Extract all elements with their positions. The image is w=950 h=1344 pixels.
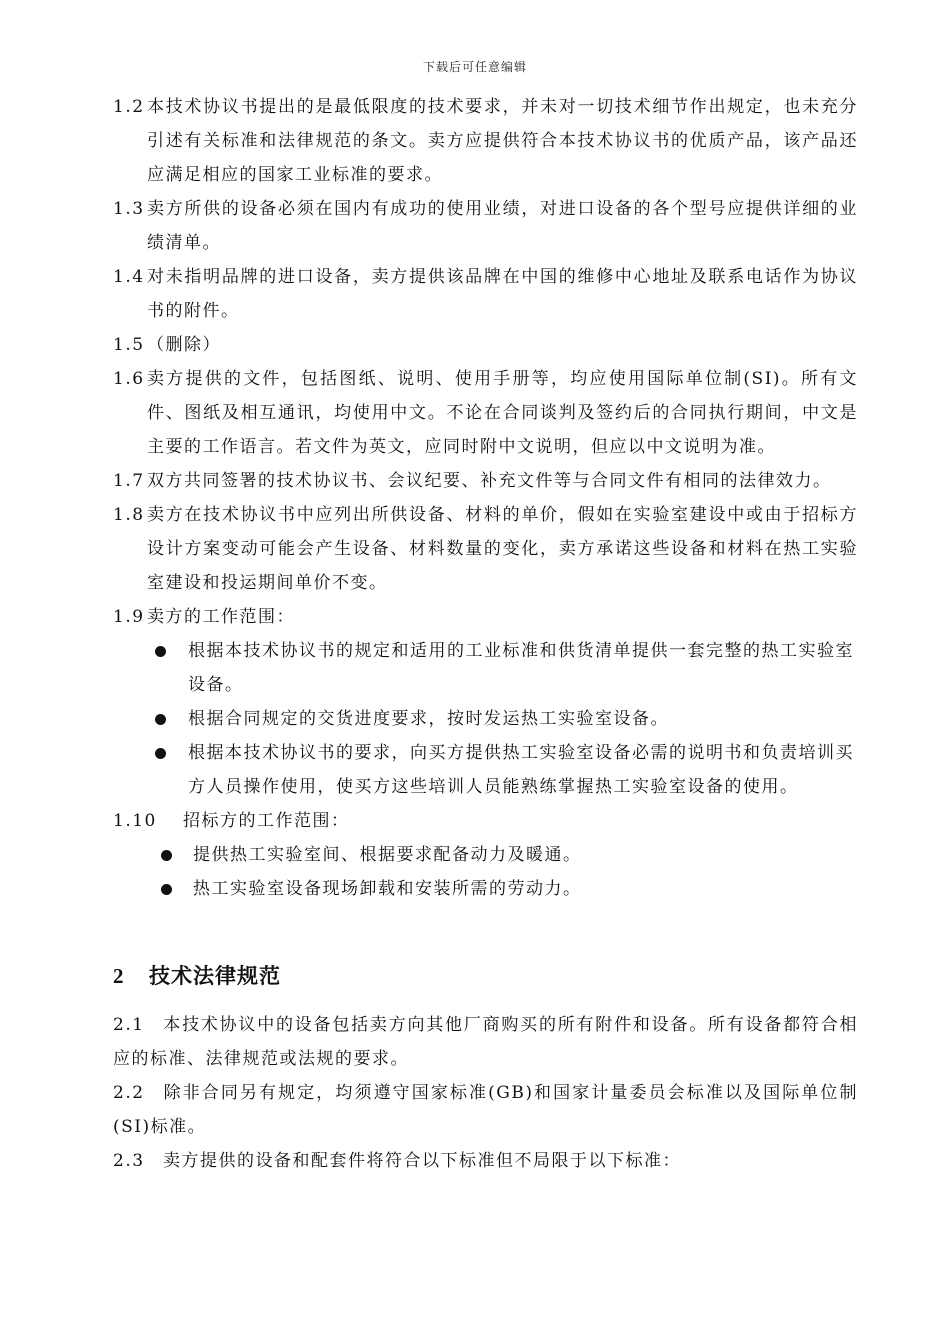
clause-number: 1.5 [113,335,145,355]
clause-text: （删除） [147,335,221,355]
clause-number: 1.9 [113,607,145,627]
clause-number: 2.1 [113,1015,145,1035]
clause-text: 卖方所供的设备必须在国内有成功的使用业绩，对进口设备的各个型号应提供详细的业绩清单。 [147,199,858,253]
clause-1-5 [113,328,858,362]
clause-text: 除非合同另有规定，均须遵守国家标准(GB)和国家计量委员会标准以及国际单位制(SI)标准。 [113,1083,858,1137]
clause-text: 对未指明品牌的进口设备，卖方提供该品牌在中国的维修中心地址及联系电话作为协议书的附件。 [147,267,858,321]
bullet-icon [155,748,166,759]
clause-number: 1.6 [113,369,145,389]
clause-1-9 [113,600,858,634]
section-title-text: 技术法律规范 [149,964,281,988]
list-item-text: 根据本技术协议书的要求，向买方提供热工实验室设备必需的说明书和负责培训买方人员操作使用，使买方这些培训人员能熟练掌握热工实验室设备的使用。 [188,743,854,797]
list-item-text: 根据合同规定的交货进度要求，按时发运热工实验室设备。 [188,709,669,729]
clause-number: 1.8 [113,505,145,525]
clause-1-4 [113,260,858,328]
list-item [113,838,858,872]
clause-1-8 [113,498,858,600]
clause-1-2 [113,90,858,192]
section-number: 2 [113,964,125,988]
clause-1-10 [113,804,858,838]
bullet-icon [161,884,172,895]
clause-text: 卖方的工作范围： [147,607,295,627]
tenderer-scope-list [113,838,858,906]
clause-number: 1.3 [113,199,145,219]
list-item [113,702,858,736]
clause-2-1 [113,1008,858,1076]
clause-2-3 [113,1144,858,1178]
page-header: 下载后可任意编辑 [422,60,527,74]
clause-text: 卖方在技术协议书中应列出所供设备、材料的单价，假如在实验室建设中或由于招标方设计方案变动可能会产生设备、材料数量的变化，卖方承诺这些设备和材料在热工实验室建设和投运期间单价不变。 [147,505,858,593]
bullet-icon [161,850,172,861]
clause-text: 本技术协议中的设备包括卖方向其他厂商购买的所有附件和设备。所有设备都符合相应的标准、法律规范或法规的要求。 [113,1015,858,1069]
list-item [113,736,858,804]
bullet-icon [155,714,166,725]
list-item-text: 热工实验室设备现场卸载和安装所需的劳动力。 [193,879,582,899]
clause-number: 1.7 [113,471,145,491]
clause-text: 本技术协议书提出的是最低限度的技术要求，并未对一切技术细节作出规定，也未充分引述有关标准和法律规范的条文。卖方应提供符合本技术协议书的优质产品，该产品还应满足相应的国家工业标准的要求。 [147,97,858,185]
clause-number: 1.2 [113,97,145,117]
clause-1-7 [113,464,858,498]
document-body [113,90,858,1178]
clause-text: 招标方的工作范围： [183,811,350,831]
clause-1-6 [113,362,858,464]
list-item [113,634,858,702]
clause-text: 卖方提供的设备和配套件将符合以下标准但不局限于以下标准： [163,1151,681,1171]
clause-text: 卖方提供的文件，包括图纸、说明、使用手册等，均应使用国际单位制(SI)。所有文件、图纸及相互通讯，均使用中文。不论在合同谈判及签约后的合同执行期间，中文是主要的工作语言。若文件为英文，应同时附中文说明，但应以中文说明为准。 [147,369,858,457]
clause-number: 1.10 [113,811,157,831]
bullet-icon [155,646,166,657]
clause-1-3 [113,192,858,260]
clause-number: 1.4 [113,267,145,287]
list-item [113,872,858,906]
clause-2-2 [113,1076,858,1144]
list-item-text: 提供热工实验室间、根据要求配备动力及暖通。 [193,845,582,865]
clause-number: 2.3 [113,1151,145,1171]
clause-text: 双方共同签署的技术协议书、会议纪要、补充文件等与合同文件有相同的法律效力。 [147,471,832,491]
seller-scope-list [113,634,858,804]
list-item-text: 根据本技术协议书的规定和适用的工业标准和供货清单提供一套完整的热工实验室设备。 [188,641,854,695]
section-heading [113,960,858,990]
clause-number: 2.2 [113,1083,145,1103]
